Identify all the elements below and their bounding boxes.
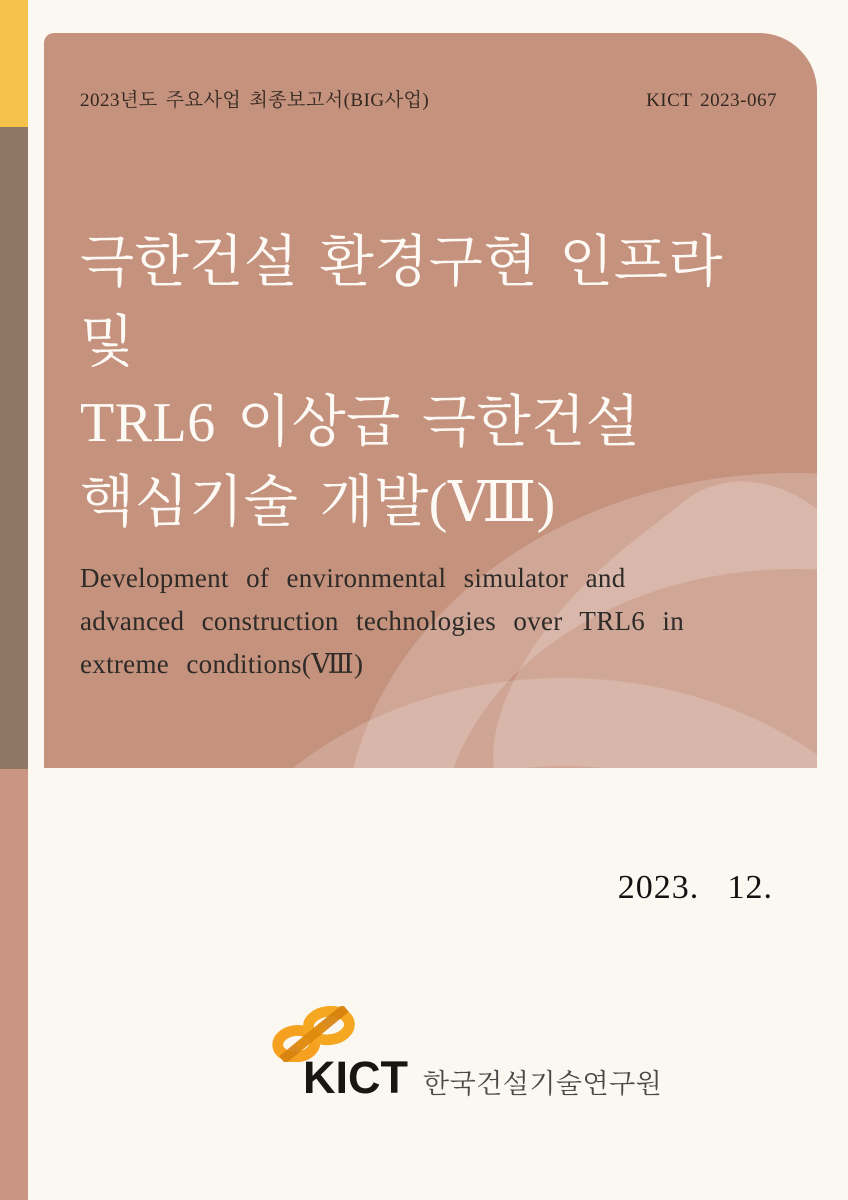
kict-logo [265, 1006, 685, 1103]
report-series-label: 2023년도 주요사업 최종보고서(BIG사업) [80, 90, 430, 111]
title-line-2: TRL6 이상급 극한건설 [80, 392, 641, 454]
report-title-korean [80, 223, 797, 543]
subtitle-line-1: Development of environmental simulator and [80, 563, 626, 593]
card-header [80, 85, 777, 112]
report-number: KICT 2023-067 [646, 90, 777, 111]
logo-org-name: 한국건설기술연구원 [423, 1069, 663, 1099]
publication-date: 2023. 12. [617, 869, 773, 906]
title-line-3: 핵심기술 개발(Ⅷ) [80, 472, 556, 534]
report-title-english [80, 557, 797, 686]
cover-card [44, 33, 817, 768]
logo-text [303, 1052, 662, 1104]
edge-strip-pink-segment [0, 769, 28, 1200]
left-edge-strip [0, 0, 28, 1200]
edge-strip-taupe-segment [0, 127, 28, 769]
subtitle-line-3: extreme conditions(Ⅷ) [80, 649, 364, 679]
subtitle-line-2: advanced construction technologies over TRL6 in [80, 606, 685, 636]
swirl-ring-bottom [174, 678, 817, 768]
edge-strip-yellow-segment [0, 0, 28, 127]
title-line-1: 극한건설 환경구현 인프라 및 [80, 232, 723, 374]
logo-acronym: KICT [303, 1052, 408, 1103]
